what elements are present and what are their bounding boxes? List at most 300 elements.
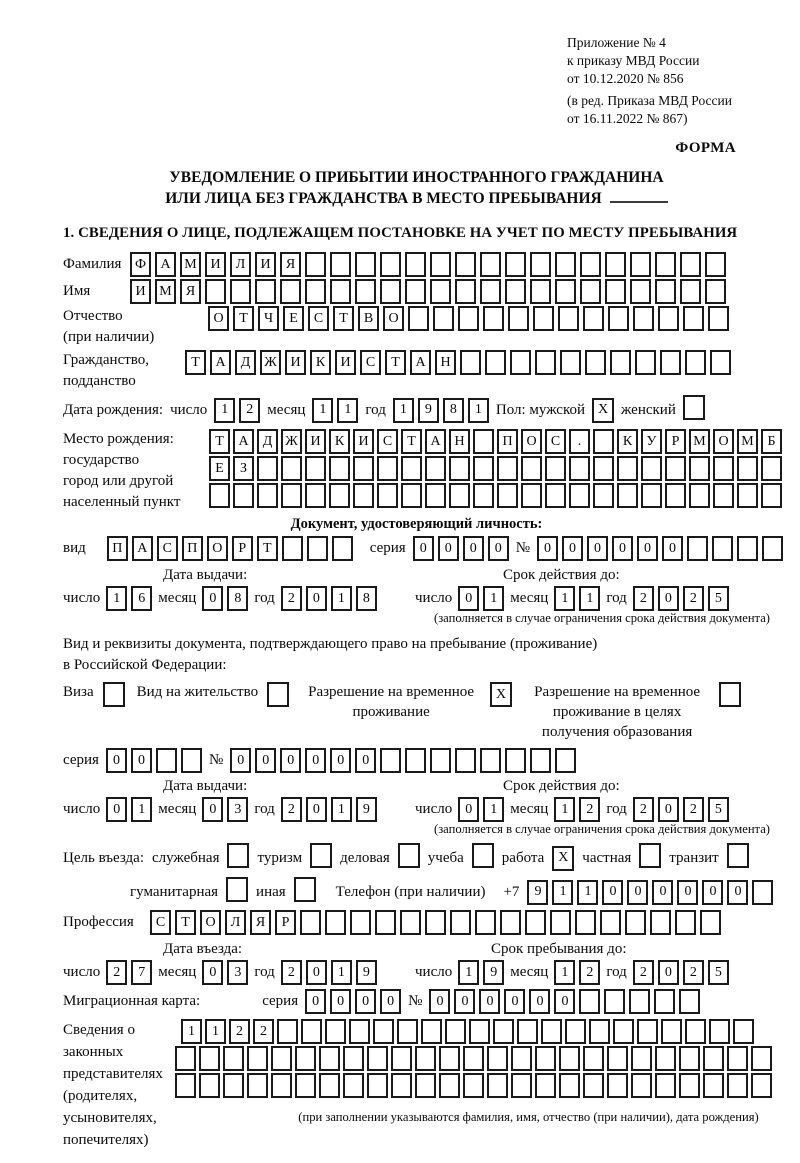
char-box[interactable] <box>421 1019 442 1044</box>
char-box[interactable]: 1 <box>468 398 489 423</box>
char-box[interactable]: 2 <box>579 797 600 822</box>
char-box[interactable]: В <box>358 306 379 331</box>
char-box[interactable] <box>329 456 350 481</box>
char-box[interactable]: 8 <box>443 398 464 423</box>
char-box[interactable]: Я <box>250 910 271 935</box>
char-box[interactable] <box>685 350 706 375</box>
char-box[interactable] <box>679 989 700 1014</box>
char-box[interactable] <box>629 989 650 1014</box>
char-box[interactable] <box>425 910 446 935</box>
char-box[interactable] <box>737 456 758 481</box>
char-box[interactable]: 2 <box>239 398 260 423</box>
char-box[interactable] <box>713 483 734 508</box>
char-box[interactable]: И <box>335 350 356 375</box>
char-box[interactable]: 0 <box>587 536 608 561</box>
char-box[interactable] <box>530 279 551 304</box>
char-box[interactable]: И <box>130 279 151 304</box>
char-box[interactable]: 1 <box>331 797 352 822</box>
char-box[interactable] <box>449 456 470 481</box>
char-box[interactable] <box>343 1046 364 1071</box>
char-box[interactable] <box>521 456 542 481</box>
char-box[interactable]: 1 <box>331 586 352 611</box>
char-box[interactable]: 1 <box>579 586 600 611</box>
char-box[interactable]: . <box>569 429 590 454</box>
char-box[interactable] <box>401 456 422 481</box>
checkbox[interactable]: X <box>490 682 512 707</box>
char-box[interactable]: А <box>210 350 231 375</box>
char-box[interactable] <box>530 748 551 773</box>
char-box[interactable] <box>761 483 782 508</box>
char-box[interactable] <box>517 1019 538 1044</box>
char-box[interactable] <box>445 1019 466 1044</box>
char-box[interactable]: Т <box>401 429 422 454</box>
char-box[interactable]: 0 <box>106 797 127 822</box>
char-box[interactable]: 0 <box>602 880 623 905</box>
char-box[interactable]: 2 <box>106 960 127 985</box>
char-box[interactable] <box>605 279 626 304</box>
char-box[interactable] <box>613 1019 634 1044</box>
char-box[interactable] <box>199 1046 220 1071</box>
checkbox[interactable] <box>267 682 289 707</box>
char-box[interactable] <box>737 483 758 508</box>
char-box[interactable] <box>683 306 704 331</box>
char-box[interactable]: 0 <box>677 880 698 905</box>
char-box[interactable]: 1 <box>181 1019 202 1044</box>
char-box[interactable] <box>350 910 371 935</box>
char-box[interactable]: 5 <box>708 797 729 822</box>
char-box[interactable]: 0 <box>355 748 376 773</box>
char-box[interactable] <box>497 483 518 508</box>
char-box[interactable] <box>305 252 326 277</box>
char-box[interactable] <box>600 910 621 935</box>
char-box[interactable] <box>727 1046 748 1071</box>
char-box[interactable] <box>593 429 614 454</box>
checkbox[interactable] <box>398 843 420 868</box>
char-box[interactable] <box>541 1019 562 1044</box>
char-box[interactable] <box>580 252 601 277</box>
char-box[interactable]: Р <box>665 429 686 454</box>
char-box[interactable] <box>655 1046 676 1071</box>
char-box[interactable] <box>425 483 446 508</box>
char-box[interactable] <box>175 1046 196 1071</box>
char-box[interactable]: О <box>207 536 228 561</box>
char-box[interactable] <box>660 350 681 375</box>
char-box[interactable] <box>380 252 401 277</box>
char-box[interactable]: 1 <box>393 398 414 423</box>
char-box[interactable] <box>559 1046 580 1071</box>
char-box[interactable] <box>665 483 686 508</box>
char-box[interactable]: Н <box>435 350 456 375</box>
char-box[interactable]: 5 <box>708 586 729 611</box>
char-box[interactable]: 2 <box>281 960 302 985</box>
char-box[interactable]: 0 <box>658 586 679 611</box>
char-box[interactable]: 9 <box>483 960 504 985</box>
char-box[interactable] <box>565 1019 586 1044</box>
char-box[interactable]: 0 <box>458 586 479 611</box>
checkbox[interactable]: X <box>592 398 614 423</box>
char-box[interactable]: 0 <box>637 536 658 561</box>
char-box[interactable] <box>469 1019 490 1044</box>
char-box[interactable] <box>752 880 773 905</box>
char-box[interactable]: 0 <box>554 989 575 1014</box>
char-box[interactable]: 0 <box>280 748 301 773</box>
char-box[interactable] <box>650 910 671 935</box>
char-box[interactable] <box>631 1073 652 1098</box>
char-box[interactable]: 1 <box>554 797 575 822</box>
char-box[interactable] <box>635 350 656 375</box>
char-box[interactable] <box>480 252 501 277</box>
char-box[interactable] <box>727 1073 748 1098</box>
char-box[interactable] <box>305 279 326 304</box>
char-box[interactable]: Т <box>233 306 254 331</box>
char-box[interactable]: С <box>308 306 329 331</box>
char-box[interactable] <box>751 1046 772 1071</box>
char-box[interactable]: 9 <box>356 797 377 822</box>
char-box[interactable] <box>425 456 446 481</box>
char-box[interactable]: 0 <box>612 536 633 561</box>
char-box[interactable]: З <box>233 456 254 481</box>
char-box[interactable]: И <box>353 429 374 454</box>
checkbox[interactable] <box>227 843 249 868</box>
char-box[interactable]: 0 <box>355 989 376 1014</box>
char-box[interactable] <box>400 910 421 935</box>
char-box[interactable] <box>737 536 758 561</box>
char-box[interactable] <box>415 1073 436 1098</box>
char-box[interactable] <box>487 1046 508 1071</box>
char-box[interactable]: С <box>545 429 566 454</box>
char-box[interactable] <box>560 350 581 375</box>
char-box[interactable]: 0 <box>488 536 509 561</box>
char-box[interactable] <box>343 1073 364 1098</box>
char-box[interactable] <box>712 536 733 561</box>
char-box[interactable]: 0 <box>479 989 500 1014</box>
char-box[interactable]: 0 <box>429 989 450 1014</box>
char-box[interactable]: 1 <box>131 797 152 822</box>
checkbox[interactable] <box>310 843 332 868</box>
char-box[interactable]: 0 <box>255 748 276 773</box>
char-box[interactable] <box>579 989 600 1014</box>
char-box[interactable]: 3 <box>227 797 248 822</box>
char-box[interactable]: 2 <box>633 586 654 611</box>
char-box[interactable] <box>583 1046 604 1071</box>
char-box[interactable] <box>569 483 590 508</box>
char-box[interactable]: 9 <box>356 960 377 985</box>
char-box[interactable] <box>583 1073 604 1098</box>
char-box[interactable]: 0 <box>627 880 648 905</box>
char-box[interactable] <box>460 350 481 375</box>
char-box[interactable] <box>585 350 606 375</box>
char-box[interactable] <box>485 350 506 375</box>
char-box[interactable] <box>181 748 202 773</box>
char-box[interactable] <box>355 252 376 277</box>
char-box[interactable] <box>607 1073 628 1098</box>
char-box[interactable]: 0 <box>658 797 679 822</box>
char-box[interactable]: 0 <box>727 880 748 905</box>
char-box[interactable]: Ж <box>281 429 302 454</box>
char-box[interactable] <box>367 1046 388 1071</box>
char-box[interactable] <box>705 279 726 304</box>
char-box[interactable] <box>675 910 696 935</box>
char-box[interactable] <box>175 1073 196 1098</box>
char-box[interactable] <box>555 252 576 277</box>
char-box[interactable]: 1 <box>483 797 504 822</box>
char-box[interactable] <box>487 1073 508 1098</box>
char-box[interactable]: 0 <box>529 989 550 1014</box>
char-box[interactable]: Л <box>225 910 246 935</box>
char-box[interactable] <box>658 306 679 331</box>
char-box[interactable] <box>223 1073 244 1098</box>
char-box[interactable] <box>282 536 303 561</box>
char-box[interactable] <box>593 483 614 508</box>
char-box[interactable] <box>703 1073 724 1098</box>
char-box[interactable] <box>604 989 625 1014</box>
char-box[interactable]: 1 <box>458 960 479 985</box>
char-box[interactable] <box>617 456 638 481</box>
char-box[interactable]: Т <box>333 306 354 331</box>
char-box[interactable]: 0 <box>306 586 327 611</box>
char-box[interactable]: О <box>208 306 229 331</box>
checkbox[interactable] <box>103 682 125 707</box>
char-box[interactable] <box>455 279 476 304</box>
char-box[interactable] <box>405 748 426 773</box>
char-box[interactable]: 2 <box>683 797 704 822</box>
char-box[interactable] <box>665 456 686 481</box>
char-box[interactable]: А <box>425 429 446 454</box>
char-box[interactable] <box>380 748 401 773</box>
char-box[interactable] <box>473 429 494 454</box>
char-box[interactable]: 2 <box>281 797 302 822</box>
char-box[interactable]: 1 <box>106 586 127 611</box>
char-box[interactable] <box>281 483 302 508</box>
char-box[interactable] <box>545 456 566 481</box>
char-box[interactable] <box>525 910 546 935</box>
char-box[interactable] <box>329 483 350 508</box>
char-box[interactable] <box>655 279 676 304</box>
char-box[interactable]: О <box>521 429 542 454</box>
char-box[interactable] <box>300 910 321 935</box>
char-box[interactable]: С <box>150 910 171 935</box>
char-box[interactable] <box>247 1073 268 1098</box>
char-box[interactable]: О <box>713 429 734 454</box>
char-box[interactable]: И <box>305 429 326 454</box>
char-box[interactable] <box>700 910 721 935</box>
char-box[interactable]: Ф <box>130 252 151 277</box>
char-box[interactable]: И <box>205 252 226 277</box>
char-box[interactable] <box>319 1073 340 1098</box>
char-box[interactable] <box>497 456 518 481</box>
char-box[interactable]: Я <box>180 279 201 304</box>
char-box[interactable] <box>247 1046 268 1071</box>
char-box[interactable] <box>391 1046 412 1071</box>
char-box[interactable] <box>733 1019 754 1044</box>
char-box[interactable]: 5 <box>708 960 729 985</box>
char-box[interactable] <box>255 279 276 304</box>
char-box[interactable] <box>277 1019 298 1044</box>
char-box[interactable] <box>430 748 451 773</box>
char-box[interactable] <box>545 483 566 508</box>
char-box[interactable]: 0 <box>658 960 679 985</box>
char-box[interactable] <box>605 252 626 277</box>
char-box[interactable]: 2 <box>683 960 704 985</box>
char-box[interactable]: П <box>182 536 203 561</box>
char-box[interactable]: 1 <box>552 880 573 905</box>
char-box[interactable]: К <box>617 429 638 454</box>
char-box[interactable] <box>209 483 230 508</box>
char-box[interactable]: О <box>383 306 404 331</box>
checkbox[interactable] <box>226 877 248 902</box>
char-box[interactable] <box>199 1073 220 1098</box>
char-box[interactable] <box>401 483 422 508</box>
char-box[interactable] <box>430 279 451 304</box>
char-box[interactable]: 1 <box>577 880 598 905</box>
char-box[interactable]: Д <box>235 350 256 375</box>
char-box[interactable] <box>455 252 476 277</box>
char-box[interactable] <box>708 306 729 331</box>
char-box[interactable] <box>679 1046 700 1071</box>
char-box[interactable]: Т <box>175 910 196 935</box>
char-box[interactable]: 1 <box>331 960 352 985</box>
char-box[interactable] <box>500 910 521 935</box>
char-box[interactable]: 0 <box>504 989 525 1014</box>
char-box[interactable]: 8 <box>227 586 248 611</box>
char-box[interactable] <box>655 252 676 277</box>
char-box[interactable] <box>510 350 531 375</box>
char-box[interactable] <box>505 279 526 304</box>
char-box[interactable]: И <box>255 252 276 277</box>
char-box[interactable] <box>641 456 662 481</box>
char-box[interactable] <box>689 456 710 481</box>
checkbox[interactable] <box>727 843 749 868</box>
char-box[interactable] <box>230 279 251 304</box>
char-box[interactable]: 0 <box>202 960 223 985</box>
char-box[interactable]: 2 <box>229 1019 250 1044</box>
char-box[interactable]: 2 <box>683 586 704 611</box>
char-box[interactable]: Т <box>209 429 230 454</box>
char-box[interactable]: 1 <box>205 1019 226 1044</box>
char-box[interactable] <box>349 1019 370 1044</box>
char-box[interactable]: А <box>155 252 176 277</box>
char-box[interactable] <box>761 456 782 481</box>
char-box[interactable] <box>575 910 596 935</box>
char-box[interactable] <box>405 252 426 277</box>
char-box[interactable]: 0 <box>652 880 673 905</box>
char-box[interactable] <box>271 1073 292 1098</box>
char-box[interactable] <box>713 456 734 481</box>
char-box[interactable]: 3 <box>227 960 248 985</box>
char-box[interactable] <box>661 1019 682 1044</box>
char-box[interactable] <box>483 306 504 331</box>
char-box[interactable] <box>608 306 629 331</box>
char-box[interactable]: С <box>157 536 178 561</box>
char-box[interactable] <box>463 1046 484 1071</box>
char-box[interactable] <box>709 1019 730 1044</box>
char-box[interactable]: 1 <box>554 960 575 985</box>
char-box[interactable]: 0 <box>438 536 459 561</box>
char-box[interactable]: Т <box>385 350 406 375</box>
char-box[interactable]: Е <box>209 456 230 481</box>
char-box[interactable]: 0 <box>330 748 351 773</box>
char-box[interactable] <box>655 1073 676 1098</box>
char-box[interactable]: 0 <box>202 586 223 611</box>
char-box[interactable]: 8 <box>356 586 377 611</box>
char-box[interactable]: 6 <box>131 586 152 611</box>
char-box[interactable] <box>450 910 471 935</box>
char-box[interactable]: С <box>377 429 398 454</box>
char-box[interactable]: Л <box>230 252 251 277</box>
char-box[interactable] <box>332 536 353 561</box>
char-box[interactable]: М <box>737 429 758 454</box>
char-box[interactable] <box>505 748 526 773</box>
char-box[interactable] <box>355 279 376 304</box>
char-box[interactable]: 0 <box>562 536 583 561</box>
char-box[interactable] <box>353 456 374 481</box>
char-box[interactable] <box>223 1046 244 1071</box>
char-box[interactable]: 0 <box>662 536 683 561</box>
char-box[interactable]: 0 <box>202 797 223 822</box>
char-box[interactable] <box>458 306 479 331</box>
char-box[interactable]: К <box>310 350 331 375</box>
char-box[interactable] <box>610 350 631 375</box>
char-box[interactable]: Т <box>185 350 206 375</box>
char-box[interactable]: 0 <box>380 989 401 1014</box>
char-box[interactable] <box>680 252 701 277</box>
char-box[interactable] <box>377 483 398 508</box>
char-box[interactable] <box>687 536 708 561</box>
char-box[interactable] <box>703 1046 724 1071</box>
char-box[interactable]: А <box>233 429 254 454</box>
char-box[interactable] <box>535 1073 556 1098</box>
checkbox[interactable] <box>683 395 705 420</box>
checkbox[interactable]: X <box>552 846 574 871</box>
char-box[interactable]: 1 <box>554 586 575 611</box>
char-box[interactable] <box>301 1019 322 1044</box>
char-box[interactable] <box>762 536 783 561</box>
char-box[interactable] <box>641 483 662 508</box>
char-box[interactable]: С <box>360 350 381 375</box>
char-box[interactable] <box>625 910 646 935</box>
char-box[interactable] <box>205 279 226 304</box>
char-box[interactable] <box>480 279 501 304</box>
char-box[interactable]: 1 <box>483 586 504 611</box>
char-box[interactable] <box>680 279 701 304</box>
char-box[interactable]: Д <box>257 429 278 454</box>
char-box[interactable] <box>156 748 177 773</box>
char-box[interactable]: А <box>410 350 431 375</box>
char-box[interactable] <box>511 1046 532 1071</box>
char-box[interactable] <box>380 279 401 304</box>
char-box[interactable]: 1 <box>337 398 358 423</box>
char-box[interactable] <box>307 536 328 561</box>
char-box[interactable] <box>569 456 590 481</box>
char-box[interactable]: 0 <box>305 989 326 1014</box>
char-box[interactable] <box>631 1046 652 1071</box>
char-box[interactable] <box>439 1046 460 1071</box>
char-box[interactable]: О <box>200 910 221 935</box>
char-box[interactable] <box>558 306 579 331</box>
char-box[interactable]: Т <box>257 536 278 561</box>
char-box[interactable]: 0 <box>106 748 127 773</box>
char-box[interactable] <box>257 483 278 508</box>
char-box[interactable] <box>391 1073 412 1098</box>
char-box[interactable] <box>607 1046 628 1071</box>
char-box[interactable] <box>280 279 301 304</box>
char-box[interactable] <box>480 748 501 773</box>
char-box[interactable]: 0 <box>305 748 326 773</box>
char-box[interactable]: 1 <box>312 398 333 423</box>
char-box[interactable]: 1 <box>214 398 235 423</box>
char-box[interactable]: 2 <box>253 1019 274 1044</box>
char-box[interactable] <box>233 483 254 508</box>
